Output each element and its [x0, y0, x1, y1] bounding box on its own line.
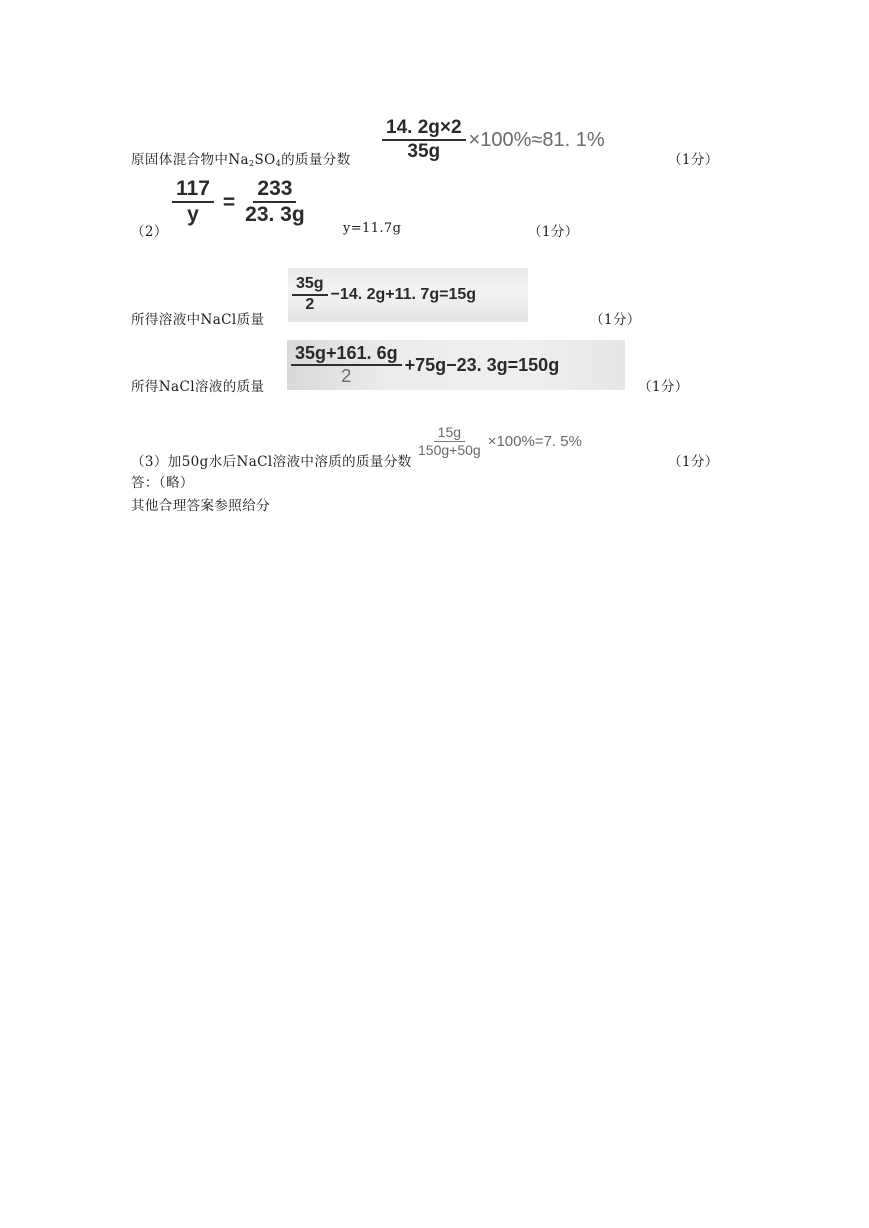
- fraction-left: [172, 178, 214, 226]
- formula-mass-fraction-na2so4: [382, 118, 605, 162]
- line4-score: （1分）: [638, 379, 689, 395]
- fraction: [382, 118, 466, 162]
- formula-tail: ×100%=7. 5%: [487, 432, 582, 450]
- fraction-right: [241, 178, 309, 226]
- formula-tail: −14. 2g+11. 7g=15g: [330, 286, 477, 303]
- chem-sub-4: 4: [275, 159, 282, 168]
- line2-label: （2）: [131, 224, 168, 240]
- line1-suffix: 的质量分数: [281, 152, 351, 168]
- fraction: [414, 425, 485, 457]
- formula-nacl-solution-mass: [287, 340, 625, 390]
- formula-nacl-mass: [288, 268, 528, 322]
- line2-result: y=11.7g: [343, 221, 402, 236]
- line4-label: 所得NaCl溶液的质量: [131, 379, 265, 395]
- line3-score: （1分）: [590, 312, 641, 328]
- line1-prefix: 原固体混合物中: [131, 152, 229, 168]
- equals-sign: =: [222, 190, 236, 214]
- line1-text: [131, 148, 351, 168]
- line5-label: （3）加50g水后NaCl溶液中溶质的质量分数: [131, 454, 412, 470]
- line1-score: （1分）: [668, 152, 719, 168]
- formula-proportion-y: [172, 178, 312, 226]
- chem-na: Na: [228, 152, 249, 168]
- scoring-note: 其他合理答案参照给分: [131, 498, 270, 514]
- fraction-right-numerator: 233: [253, 178, 296, 203]
- fraction-numerator: 15g: [434, 425, 465, 442]
- chem-so: SO: [254, 152, 276, 168]
- fraction-denominator: 150g+50g: [418, 441, 481, 458]
- fraction-numerator: 35g+161. 6g: [291, 344, 402, 366]
- formula-tail: ×100%≈81. 1%: [468, 128, 605, 151]
- chem-sub-2: 2: [248, 159, 255, 168]
- fraction: [292, 276, 328, 314]
- fraction-left-numerator: 117: [172, 178, 214, 203]
- formula-final-mass-fraction: [414, 425, 582, 457]
- fraction-denominator: 2: [305, 296, 315, 313]
- formula-tail: +75g−23. 3g=150g: [404, 355, 560, 375]
- fraction-numerator: 14. 2g×2: [382, 118, 466, 141]
- answer-line: 答：（略）: [131, 475, 194, 491]
- line2-score: （1分）: [528, 224, 579, 240]
- line3-label: 所得溶液中NaCl质量: [131, 312, 265, 328]
- line5-score: （1分）: [668, 454, 719, 470]
- fraction-denominator: 2: [341, 366, 352, 386]
- fraction-denominator: 35g: [407, 140, 441, 162]
- fraction-numerator: 35g: [292, 276, 328, 296]
- fraction-left-denominator: y: [187, 203, 199, 227]
- fraction-right-denominator: 23. 3g: [245, 203, 305, 227]
- fraction: [291, 344, 402, 386]
